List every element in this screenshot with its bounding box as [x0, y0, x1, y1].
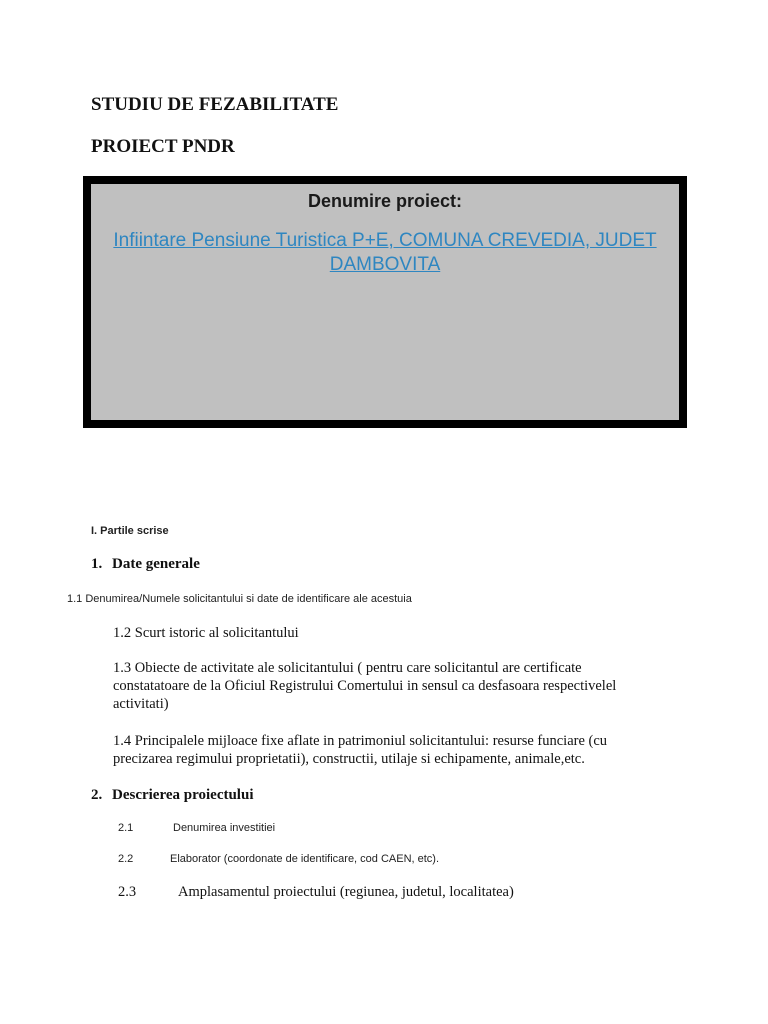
item-1-3: 1.3 Obiecte de activitate ale solicitantului ( pentru care solicitantul are certificate constatatoare de la Oficiul Registrului Comertului in sensul ca desfasoara respectivelel activitati) [113, 660, 617, 712]
section-1-number: 1. [91, 556, 103, 572]
item-1-1: 1.1 Denumirea/Numele solicitantului si date de identificare ale acestuia [67, 593, 412, 605]
item-2-3-text: Amplasamentul proiectului (regiunea, judetul, localitatea) [178, 884, 514, 900]
section-2-heading [91, 787, 254, 804]
project-name-label: Denumire proiect: [307, 191, 463, 211]
item-2-2-number: 2.2 [118, 853, 134, 865]
section-2-title: Descrierea proiectului [112, 787, 254, 803]
project-title-link[interactable]: Infiintare Pensiune Turistica P+E, COMUNA CREVEDIA, JUDET DAMBOVITA [113, 230, 657, 275]
section-1-title: Date generale [112, 556, 200, 572]
item-1-4: 1.4 Principalele mijloace fixe aflate in patrimoniul solicitantului: resurse funciare (cu precizarea regimului proprietatii), constructii, utilaje si echipamente, animale,etc. [113, 733, 608, 767]
item-2-2 [118, 853, 440, 865]
item-2-1-number: 2.1 [118, 822, 134, 834]
item-2-3 [118, 884, 514, 901]
section-label: I. Partile scrise [91, 525, 169, 537]
project-name-box [83, 176, 687, 428]
item-2-2-text: Elaborator (coordonate de identificare, cod CAEN, etc). [170, 853, 440, 865]
item-1-2: 1.2 Scurt istoric al solicitantului [113, 625, 299, 641]
item-2-1 [118, 822, 276, 834]
item-2-1-text: Denumirea investitiei [173, 822, 276, 834]
section-1-heading [91, 556, 200, 573]
document-title: STUDIU DE FEZABILITATE [91, 94, 339, 115]
section-2-number: 2. [91, 787, 103, 803]
item-2-3-number: 2.3 [118, 884, 137, 900]
document-subtitle: PROIECT PNDR [91, 136, 235, 157]
